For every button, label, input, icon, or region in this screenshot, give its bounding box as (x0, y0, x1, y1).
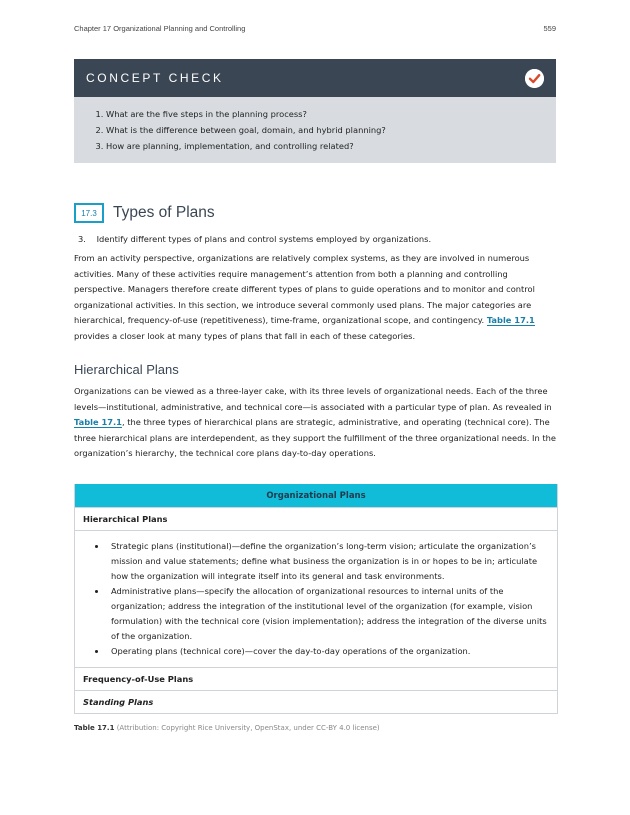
list-item: • Administrative plans—specify the allocation of organizational resources to internal units of the organization; address the integration of the institutional level of the organization (for example, vision formulation) with the technical core (vision implementation); address the integration of the diverse units of the organization. (107, 584, 549, 644)
objective-text: Identify different types of plans and control systems employed by organizations. (96, 234, 432, 244)
subsection-title: Hierarchical Plans (74, 362, 179, 377)
table-label: Table 17.1 (74, 724, 115, 732)
organizational-plans-table (74, 484, 558, 714)
concept-check-box (74, 59, 556, 163)
table-group-heading: Hierarchical Plans (75, 507, 557, 530)
paragraph-text: From an activity perspective, organizations are relatively complex systems, as they are involved in numerous activities. Many of these activities require management’s attention from both a planning and controlling perspective. Managers therefore create different types of plans to guide operations and to monitor and control organizational activities. In this section, we introduce several commonly used plans. The major categories are hierarchical, frequency-of-use (repetitiveness), time-frame, organizational scope, and contingency. (74, 253, 535, 325)
concept-check-questions (88, 106, 544, 154)
table-caption: Organizational Plans (75, 484, 557, 507)
table-subgroup-heading: Standing Plans (75, 690, 557, 713)
list-item: • Strategic plans (institutional)—define the organization’s long-term vision; articulate the organization’s mission and value statements; define what business the organization is in or hopes to be in; articulate how the organization will integrate itself into its general and task environments. (107, 539, 549, 584)
section-title: Types of Plans (113, 204, 215, 221)
page-number: 559 (543, 24, 556, 33)
running-header (74, 24, 556, 33)
question-item: 2. What is the difference between goal, domain, and hybrid planning? (106, 122, 544, 138)
objective-number: 3. (78, 234, 86, 244)
table-group-heading: Frequency-of-Use Plans (75, 667, 557, 690)
intro-paragraph (74, 251, 556, 344)
section-heading (74, 203, 215, 223)
checkmark-icon (525, 69, 544, 88)
hierarchical-paragraph (74, 384, 556, 462)
plan-list (83, 539, 549, 659)
table-attribution (74, 724, 380, 732)
paragraph-text: , the three types of hierarchical plans are strategic, administrative, and operating (technical core). The three hierarchical plans are interdependent, as they support the fulfillment of the three organizational needs. In the organization’s hierarchy, the technical core plans day-to-day operations. (74, 417, 556, 458)
question-item: 1. What are the five steps in the planning process? (106, 106, 544, 122)
paragraph-text: Organizations can be viewed as a three-layer cake, with its three levels of organizational needs. Each of the three levels—institutional, administrative, and technical core—is associated with a particular type of plan. As revealed in (74, 386, 552, 412)
list-item: • Operating plans (technical core)—cover the day-to-day operations of the organization. (107, 644, 549, 659)
concept-check-header (74, 59, 556, 97)
concept-check-title: CONCEPT CHECK (86, 71, 224, 85)
question-item: 3. How are planning, implementation, and controlling related? (106, 138, 544, 154)
table-row (75, 530, 557, 667)
chapter-title: Chapter 17 Organizational Planning and Controlling (74, 24, 246, 33)
learning-objective (78, 234, 431, 244)
table-link[interactable]: Table 17.1 (74, 417, 122, 427)
section-number-badge: 17.3 (74, 203, 104, 223)
attribution-text: (Attribution: Copyright Rice University, OpenStax, under CC-BY 4.0 license) (114, 724, 380, 732)
concept-check-body (74, 97, 556, 163)
paragraph-text: provides a closer look at many types of plans that fall in each of these categories. (74, 330, 416, 341)
table-link[interactable]: Table 17.1 (486, 315, 535, 325)
